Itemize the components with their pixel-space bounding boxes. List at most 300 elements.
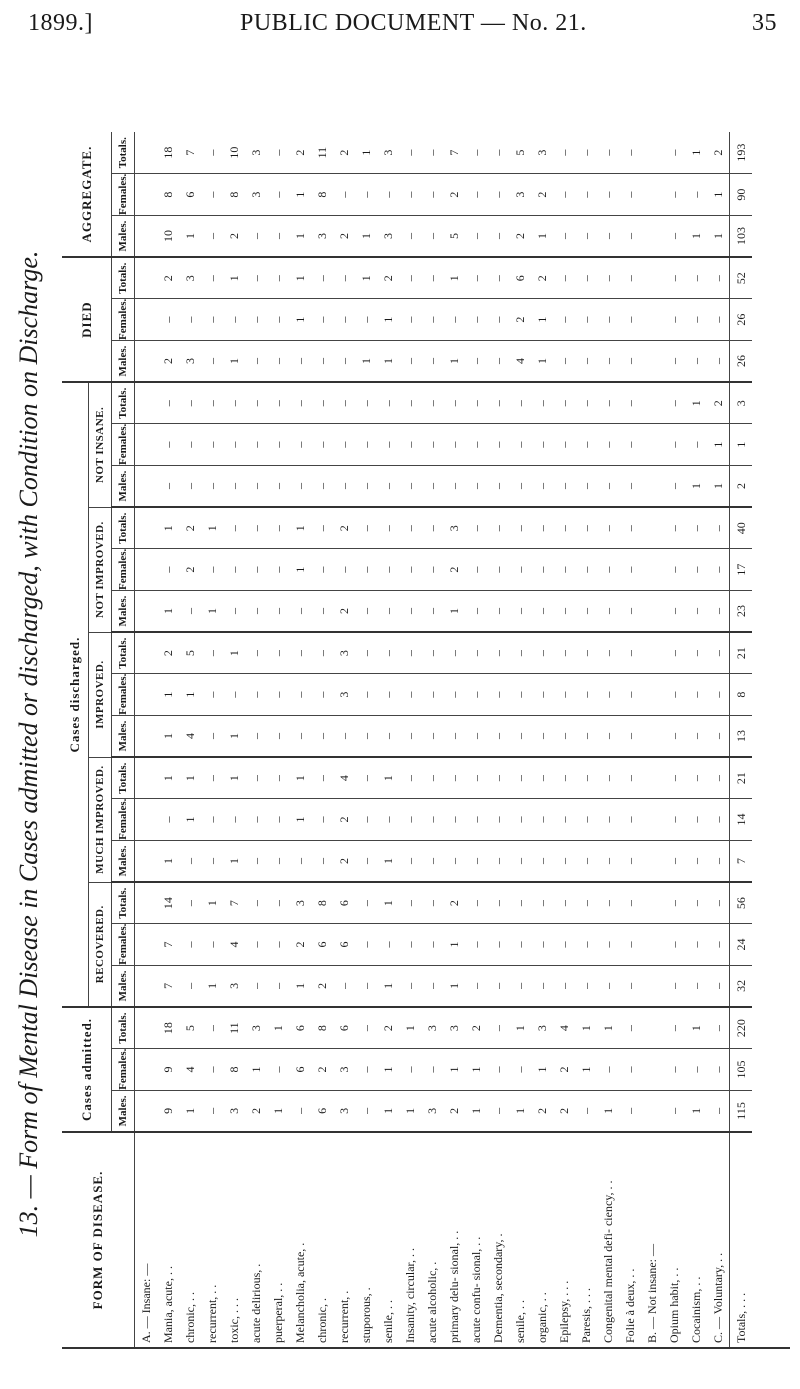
table-cell: – [223, 299, 245, 341]
table-cell: 8 [157, 174, 179, 216]
table-cell: 1 [289, 507, 311, 549]
table-cell: – [465, 424, 487, 466]
table-cell: 1 [377, 299, 399, 341]
table-cell: – [333, 465, 355, 507]
table-cell: 1 [685, 215, 707, 257]
table-cell: 40 [730, 507, 753, 549]
table-cell: – [399, 715, 421, 757]
table-row [377, 132, 399, 1347]
table-cell: – [465, 632, 487, 674]
table-cell: 9 [157, 1090, 179, 1132]
table-cell: 1 [377, 882, 399, 924]
table-cell: – [421, 715, 443, 757]
table-cell: – [179, 965, 201, 1007]
table-cell: – [685, 590, 707, 632]
table-cell: – [311, 549, 333, 591]
table-cell: – [311, 840, 333, 882]
table-cell: – [619, 840, 641, 882]
table-cell: – [179, 465, 201, 507]
table-cell: – [619, 757, 641, 799]
table-cell: – [333, 382, 355, 424]
table-cell: – [289, 340, 311, 382]
table-cell: 24 [730, 924, 753, 966]
table-cell: – [619, 799, 641, 841]
table-cell: 2 [333, 215, 355, 257]
row-label: acute alcoholic, . [424, 1261, 439, 1343]
column-header-males: Males. [112, 340, 135, 382]
table-cell: – [487, 299, 509, 341]
table-cell: – [663, 799, 685, 841]
table-cell: – [509, 674, 531, 716]
table-cell: 52 [730, 257, 753, 299]
table-cell: – [377, 465, 399, 507]
table-row [465, 132, 487, 1347]
table-cell: 2 [157, 340, 179, 382]
table-cell: – [399, 340, 421, 382]
table-cell: – [597, 632, 619, 674]
table-cell: – [333, 424, 355, 466]
table-cell [135, 132, 158, 174]
column-header-totals: Totals. [112, 507, 135, 549]
column-header-totals: Totals. [112, 132, 135, 174]
table-cell: – [311, 507, 333, 549]
table-cell: – [311, 799, 333, 841]
table-cell: – [509, 965, 531, 1007]
table-cell: – [421, 340, 443, 382]
table-cell: – [157, 549, 179, 591]
table-cell: 1 [465, 1049, 487, 1091]
table-row [135, 132, 158, 1347]
column-header-males: Males. [112, 965, 135, 1007]
table-cell: – [553, 299, 575, 341]
table-cell: – [663, 715, 685, 757]
table-cell: – [685, 549, 707, 591]
table-cell: – [443, 799, 465, 841]
row-label: Congenital mental defi- ciency, . . [600, 1180, 615, 1343]
table-cell: 1 [531, 215, 553, 257]
table-cell: 2 [333, 132, 355, 174]
table-cell: – [575, 757, 597, 799]
rotated-table-page [0, 89, 800, 1389]
table-cell: – [421, 507, 443, 549]
table-cell: 3 [531, 132, 553, 174]
table-cell: – [289, 1090, 311, 1132]
table-cell: – [575, 924, 597, 966]
table-cell: 3 [245, 174, 267, 216]
table-cell: 11 [223, 1007, 245, 1049]
table-cell [641, 132, 663, 174]
table-cell: 8 [730, 674, 753, 716]
table-cell: – [575, 174, 597, 216]
table-cell: – [465, 507, 487, 549]
table-cell [641, 965, 663, 1007]
table-cell: – [685, 424, 707, 466]
table-cell: – [179, 882, 201, 924]
table-row [575, 132, 597, 1347]
table-cell [135, 1007, 158, 1049]
table-cell: – [663, 590, 685, 632]
table-cell: – [619, 299, 641, 341]
table-cell: – [399, 465, 421, 507]
table-cell: 2 [223, 215, 245, 257]
table-cell: 2 [289, 132, 311, 174]
table-cell: – [707, 299, 730, 341]
table-cell: – [377, 799, 399, 841]
table-cell: – [619, 382, 641, 424]
table-cell: – [663, 340, 685, 382]
table-cell: – [355, 715, 377, 757]
row-label: acute delirious, . [248, 1263, 263, 1343]
table-cell: – [663, 132, 685, 174]
table-cell: 1 [575, 1007, 597, 1049]
table-cell: 4 [553, 1007, 575, 1049]
table-cell: – [267, 840, 289, 882]
table-cell: – [223, 424, 245, 466]
table-cell: – [311, 465, 333, 507]
table-cell: – [707, 1049, 730, 1091]
table-cell: 6 [289, 1049, 311, 1091]
table-cell: – [707, 757, 730, 799]
table-cell: – [399, 674, 421, 716]
table-cell: 6 [333, 924, 355, 966]
table-cell: – [399, 840, 421, 882]
table-cell: – [421, 965, 443, 1007]
table-cell: – [267, 424, 289, 466]
table-cell: – [201, 924, 223, 966]
table-cell: 1 [531, 1049, 553, 1091]
table-cell [135, 715, 158, 757]
table-cell: – [267, 882, 289, 924]
table-cell: – [487, 507, 509, 549]
table-cell: – [487, 257, 509, 299]
table-cell: – [443, 757, 465, 799]
table-cell: 3 [179, 257, 201, 299]
table-cell: – [289, 715, 311, 757]
table-row [597, 132, 619, 1347]
table-cell: – [355, 174, 377, 216]
table-cell: 2 [157, 632, 179, 674]
table-cell: 23 [730, 590, 753, 632]
table-cell: 6 [311, 924, 333, 966]
table-cell: 6 [333, 882, 355, 924]
table-cell: 105 [730, 1049, 753, 1091]
table-cell: – [619, 632, 641, 674]
table-cell: – [355, 965, 377, 1007]
table-cell: 3 [377, 132, 399, 174]
table-cell: 1 [157, 590, 179, 632]
table-cell: – [487, 382, 509, 424]
table-cell: 14 [157, 882, 179, 924]
table-cell [641, 507, 663, 549]
table-cell: 2 [531, 257, 553, 299]
table-row [267, 132, 289, 1347]
not-improved-header: NOT IMPROVED. [89, 507, 112, 632]
table-cell: 1 [707, 465, 730, 507]
table-cell: – [553, 549, 575, 591]
row-label: primary delu- sional, . . [446, 1230, 461, 1343]
table-cell: – [509, 424, 531, 466]
table-cell: 193 [730, 132, 753, 174]
cases-admitted-header: Cases admitted. [62, 1007, 112, 1132]
table-cell: – [509, 924, 531, 966]
table-cell: – [685, 257, 707, 299]
table-cell: – [553, 507, 575, 549]
table-cell: 1 [443, 1049, 465, 1091]
table-cell: – [597, 299, 619, 341]
table-cell: 2 [443, 549, 465, 591]
table-cell: – [311, 424, 333, 466]
table-cell: – [619, 132, 641, 174]
table-cell: – [597, 382, 619, 424]
table-cell: – [333, 715, 355, 757]
table-cell: 1 [201, 882, 223, 924]
table-cell: – [487, 1090, 509, 1132]
table-cell: – [179, 924, 201, 966]
table-cell: 1 [355, 257, 377, 299]
table-cell: – [421, 590, 443, 632]
table-cell: – [575, 1090, 597, 1132]
table-cell: – [421, 882, 443, 924]
table-cell: – [267, 257, 289, 299]
table-cell: 8 [311, 174, 333, 216]
table-cell: – [157, 382, 179, 424]
table-cell: – [553, 674, 575, 716]
table-cell: – [267, 507, 289, 549]
table-cell: 1 [377, 1090, 399, 1132]
table-cell [641, 340, 663, 382]
table-cell: – [333, 965, 355, 1007]
table-cell: – [421, 174, 443, 216]
table-cell: – [575, 257, 597, 299]
table-cell: – [487, 424, 509, 466]
table-cell: – [597, 840, 619, 882]
table-cell: 1 [531, 340, 553, 382]
table-cell: – [663, 549, 685, 591]
table-cell: – [707, 1007, 730, 1049]
table-cell: – [311, 382, 333, 424]
table-cell: – [377, 924, 399, 966]
table-cell: – [465, 590, 487, 632]
table-cell: – [289, 424, 311, 466]
table-row [641, 132, 663, 1347]
table-cell [641, 674, 663, 716]
table-cell: – [575, 215, 597, 257]
table-cell: 103 [730, 215, 753, 257]
table-cell: 1 [443, 257, 465, 299]
table-cell: – [355, 1049, 377, 1091]
table-cell: 3 [245, 132, 267, 174]
table-cell: – [443, 465, 465, 507]
row-label: C. — Voluntary, . . [710, 1252, 725, 1343]
table-cell [641, 1090, 663, 1132]
table-cell: 7 [157, 965, 179, 1007]
table-cell: 8 [311, 882, 333, 924]
table-cell: – [333, 299, 355, 341]
table-cell: – [465, 965, 487, 1007]
table-cell: – [289, 840, 311, 882]
table-cell: – [531, 715, 553, 757]
table-cell: 5 [179, 632, 201, 674]
table-cell: – [509, 382, 531, 424]
table-cell: – [245, 549, 267, 591]
table-caption: 13. — Form of Mental Disease in Cases admitted or discharged, with Condition on Discharge. [14, 250, 43, 1238]
table-cell: 10 [157, 215, 179, 257]
table-cell: – [465, 257, 487, 299]
table-row [553, 132, 575, 1347]
table-cell [641, 299, 663, 341]
table-cell: – [399, 132, 421, 174]
table-cell: – [619, 1049, 641, 1091]
form-of-disease-header: FORM OF DISEASE. [62, 1132, 135, 1347]
table-cell: – [465, 882, 487, 924]
table-cell: 3 [730, 382, 753, 424]
table-cell: – [421, 924, 443, 966]
table-cell: – [487, 174, 509, 216]
table-cell [135, 882, 158, 924]
table-cell: – [553, 965, 575, 1007]
table-cell: 2 [465, 1007, 487, 1049]
table-cell: – [575, 507, 597, 549]
table-cell: 1 [289, 799, 311, 841]
table-cell: – [531, 632, 553, 674]
table-cell: – [685, 799, 707, 841]
table-cell: 10 [223, 132, 245, 174]
table-cell: – [685, 299, 707, 341]
table-cell [135, 299, 158, 341]
table-cell: – [465, 715, 487, 757]
table-cell: – [245, 715, 267, 757]
table-cell: – [509, 507, 531, 549]
table-cell: – [487, 799, 509, 841]
aggregate-header: AGGREGATE. [62, 132, 112, 257]
table-cell: – [245, 799, 267, 841]
table-cell: – [179, 590, 201, 632]
table-cell: – [487, 840, 509, 882]
table-row [443, 132, 465, 1347]
table-cell: – [597, 215, 619, 257]
table-cell: 4 [179, 715, 201, 757]
row-label: Epilepsy, . . . [556, 1280, 571, 1343]
column-header-males: Males. [112, 465, 135, 507]
table-cell: – [333, 257, 355, 299]
table-cell: – [465, 799, 487, 841]
table-cell: – [619, 424, 641, 466]
table-cell: – [509, 799, 531, 841]
table-cell: 1 [355, 215, 377, 257]
table-cell [641, 215, 663, 257]
table-cell [641, 257, 663, 299]
table-cell: 1 [685, 1007, 707, 1049]
table-cell: – [575, 340, 597, 382]
totals-row [730, 132, 753, 1347]
table-cell: – [311, 257, 333, 299]
table-cell: – [443, 382, 465, 424]
table-cell: 6 [509, 257, 531, 299]
table-cell: 1 [685, 465, 707, 507]
table-cell: – [685, 715, 707, 757]
row-label: senile, . . [380, 1300, 395, 1343]
table-cell [135, 1049, 158, 1091]
table-cell [135, 340, 158, 382]
table-cell: 1 [157, 840, 179, 882]
table-cell: 2 [707, 132, 730, 174]
table-cell [135, 757, 158, 799]
column-header-females: Females. [112, 549, 135, 591]
table-row [157, 132, 179, 1347]
column-header-females: Females. [112, 299, 135, 341]
table-cell: – [245, 340, 267, 382]
table-cell: – [465, 549, 487, 591]
table-cell: – [597, 507, 619, 549]
table-cell: 2 [443, 882, 465, 924]
table-row [509, 132, 531, 1347]
table-cell: 17 [730, 549, 753, 591]
table-cell: – [201, 132, 223, 174]
table-cell: 5 [443, 215, 465, 257]
table-cell [641, 590, 663, 632]
table-cell: – [597, 549, 619, 591]
table-cell: – [289, 632, 311, 674]
table-cell: 3 [333, 1049, 355, 1091]
table-cell: – [245, 757, 267, 799]
table-cell: 3 [443, 507, 465, 549]
table-cell [641, 1007, 663, 1049]
table-cell: – [509, 840, 531, 882]
column-header-females: Females. [112, 424, 135, 466]
table-cell: 1 [399, 1007, 421, 1049]
table-cell: 1 [223, 340, 245, 382]
table-cell: – [399, 799, 421, 841]
table-cell: 5 [179, 1007, 201, 1049]
table-cell: – [267, 549, 289, 591]
table-cell: 8 [223, 174, 245, 216]
table-cell: 9 [157, 1049, 179, 1091]
table-cell: 8 [311, 1007, 333, 1049]
table-cell: 3 [421, 1007, 443, 1049]
table-cell: – [685, 340, 707, 382]
table-cell: – [421, 132, 443, 174]
table-cell: – [465, 924, 487, 966]
table-cell: 3 [531, 1007, 553, 1049]
table-cell: – [245, 965, 267, 1007]
table-cell: 1 [355, 340, 377, 382]
table-cell: – [399, 174, 421, 216]
table-cell: – [619, 590, 641, 632]
table-cell: – [443, 715, 465, 757]
table-cell: – [707, 507, 730, 549]
table-cell: – [707, 715, 730, 757]
table-cell: – [399, 257, 421, 299]
table-cell: – [663, 1090, 685, 1132]
table-cell: – [663, 674, 685, 716]
table-row [311, 132, 333, 1347]
table-cell: 18 [157, 1007, 179, 1049]
table-cell: – [223, 674, 245, 716]
table-cell: 2 [311, 965, 333, 1007]
table-cell: – [663, 965, 685, 1007]
table-cell: – [553, 340, 575, 382]
table-cell [641, 799, 663, 841]
table-cell: 1 [267, 1090, 289, 1132]
table-row [421, 132, 443, 1347]
table-cell [135, 674, 158, 716]
table-cell: 4 [223, 924, 245, 966]
row-label: organic, . . [534, 1292, 549, 1343]
table-cell: 1 [443, 590, 465, 632]
row-label: senile, . . [512, 1300, 527, 1343]
table-cell: – [201, 632, 223, 674]
table-cell: – [685, 924, 707, 966]
